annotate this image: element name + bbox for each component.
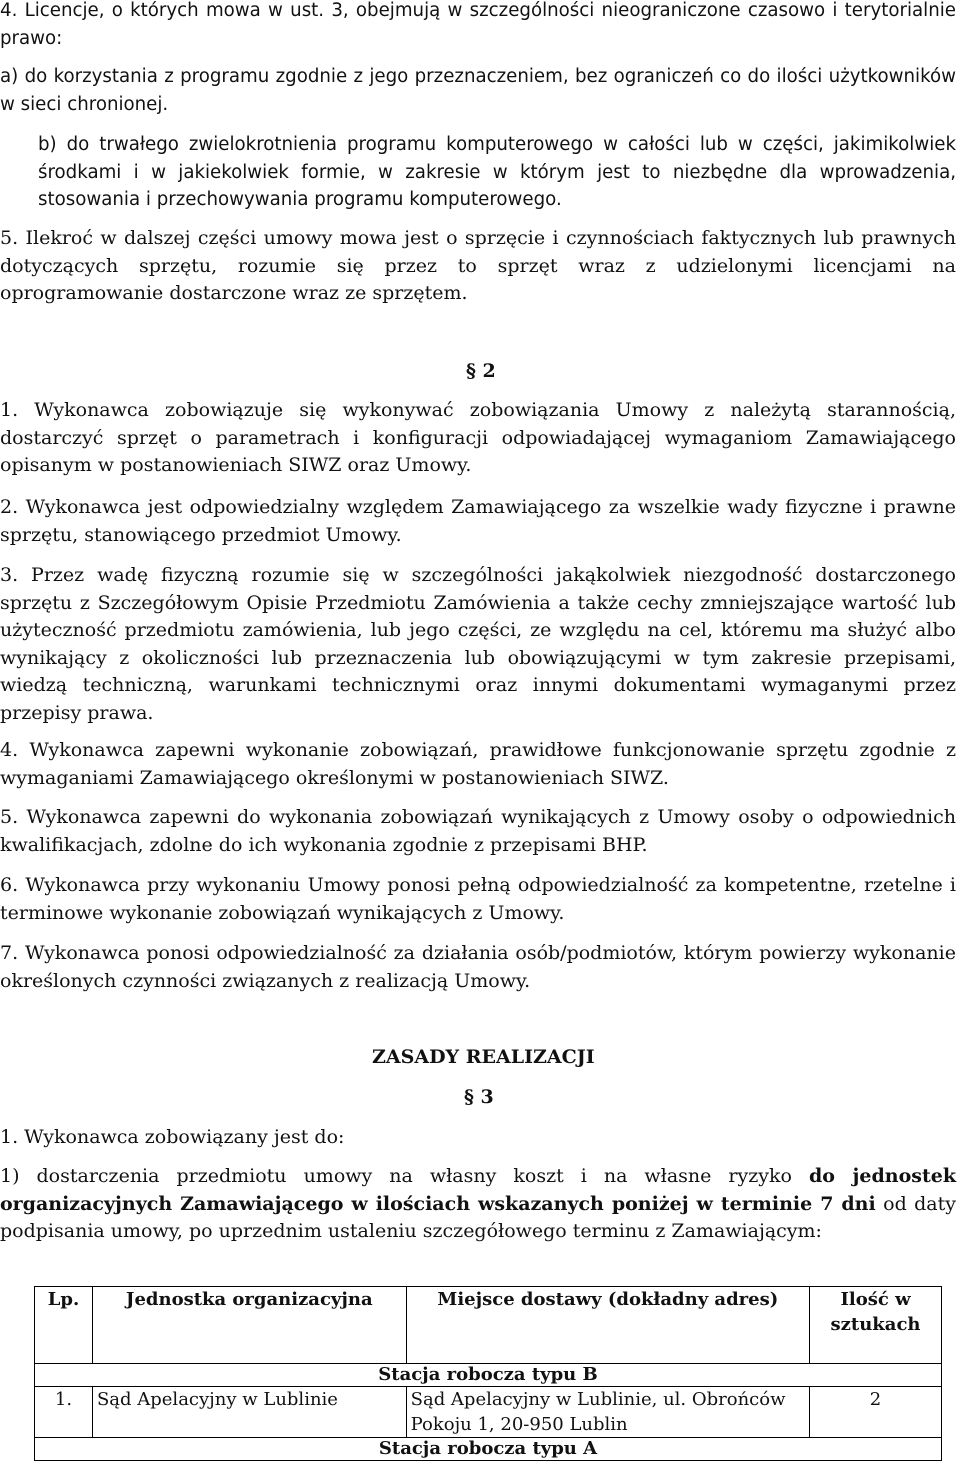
license-point-b: b) do trwałego zwielokrotnienia programu komputerowego w całości lub w części, jakimikolwiek środkami i w jakiekolwiek formie, w zakresie w którym jest to niezbędne dla wprowadzenia, stosowania i przechowywania programu komputerowego. [38, 134, 956, 210]
table-group-row [35, 1364, 942, 1387]
cell-unit: Sąd Apelacyjny w Lublinie [92, 1387, 406, 1438]
table-header-row [35, 1287, 942, 1364]
item-1-text-start: 1) dostarczenia przedmiotu umowy na własny koszt i na własne ryzyko [0, 1165, 809, 1187]
header-quantity: Ilość w sztukach [810, 1287, 942, 1364]
section-2-paragraph-5: 5. Wykonawca zapewni do wykonania zobowiązań wynikających z Umowy osoby o odpowiednich kwalifikacjach, zdolne do ich wykonania zgodnie z przepisami BHP. [0, 806, 956, 856]
license-point-a: a) do korzystania z programu zgodnie z jego przeznaczeniem, bez ograniczeń co do ilości użytkowników w sieci chronionej. [0, 66, 956, 115]
section-2-paragraph-3: 3. Przez wadę fizyczną rozumie się w szczególności jakąkolwiek niezgodność dostarczonego sprzętu z Szczegółowym Opisie Przedmiotu Zamówienia a także cechy zmniejszające wartość lub użyteczność przedmiotu zamówienia, lub jego części, ze względu na cel, któremu ma służyć albo wynikający z okoliczności lub przeznaczenia lub obowiązującymi w tym zakresie przepisami, wiedzą techniczną, warunkami technicznymi oraz innymi dokumentami wymaganymi przez przepisy prawa. [0, 564, 956, 724]
section-2-heading: § 2 [466, 360, 496, 382]
header-lp: Lp. [35, 1287, 93, 1364]
section-3-heading: § 3 [464, 1086, 494, 1108]
header-unit: Jednostka organizacyjna [92, 1287, 406, 1364]
section-2-paragraph-1: 1. Wykonawca zobowiązuje się wykonywać zobowiązania Umowy z należytą starannością, dostarczyć sprzęt o parametrach i konfiguracji odpowiadającej wymaganiom Zamawiającego opisanym w postanowieniach SIWZ oraz Umowy. [0, 399, 956, 476]
license-paragraph-5: 5. Ilekroć w dalszej części umowy mowa jest o sprzęcie i czynnościach faktycznych lub prawnych dotyczących sprzętu, rozumie się przez to sprzęt wraz z udzielonymi licencjami na oprogramowanie dostarczone wraz ze sprzętem. [0, 227, 956, 304]
item-1-text-bold: do jednostek organizacyjnych Zamawiającego w ilościach wskazanych poniżej w terminie 7 dni [0, 1165, 956, 1215]
cell-delivery-place: Sąd Apelacyjny w Lublinie, ul. Obrońców Pokoju 1, 20-950 Lublin [406, 1387, 809, 1438]
group-workstation-a: Stacja robocza typu A [35, 1438, 942, 1461]
section-3-title: ZASADY REALIZACJI [372, 1046, 595, 1068]
section-3-paragraph-1: 1. Wykonawca zobowiązany jest do: [0, 1126, 345, 1148]
cell-quantity: 2 [810, 1387, 942, 1438]
table-row [35, 1387, 942, 1438]
section-2-paragraph-6: 6. Wykonawca przy wykonaniu Umowy ponosi pełną odpowiedzialność za kompetentne, rzetelne i terminowe wykonanie zobowiązań wynikających z Umowy. [0, 874, 956, 924]
group-workstation-b: Stacja robocza typu B [35, 1364, 942, 1387]
item-1-text-end: od daty podpisania umowy, po uprzednim ustaleniu szczegółowego terminu z Zamawiającym: [0, 1192, 956, 1242]
cell-lp: 1. [35, 1387, 93, 1438]
table-group-row [35, 1438, 942, 1461]
header-delivery-place: Miejsce dostawy (dokładny adres) [406, 1287, 809, 1364]
section-3-item-1 [0, 1163, 956, 1246]
license-paragraph-4: 4. Licencje, o których mowa w ust. 3, obejmują w szczególności nieograniczone czasowo i terytorialnie prawo: [0, 0, 956, 49]
section-2-paragraph-7: 7. Wykonawca ponosi odpowiedzialność za działania osób/podmiotów, którym powierzy wykonanie określonych czynności związanych z realizacją Umowy. [0, 942, 956, 992]
section-2-paragraph-4: 4. Wykonawca zapewni wykonanie zobowiązań, prawidłowe funkcjonowanie sprzętu zgodnie z wymaganiami Zamawiającego określonymi w postanowieniach SIWZ. [0, 739, 956, 789]
delivery-table [34, 1286, 942, 1461]
section-2-paragraph-2: 2. Wykonawca jest odpowiedzialny względem Zamawiającego za wszelkie wady fizyczne i prawne sprzętu, stanowiącego przedmiot Umowy. [0, 496, 956, 546]
